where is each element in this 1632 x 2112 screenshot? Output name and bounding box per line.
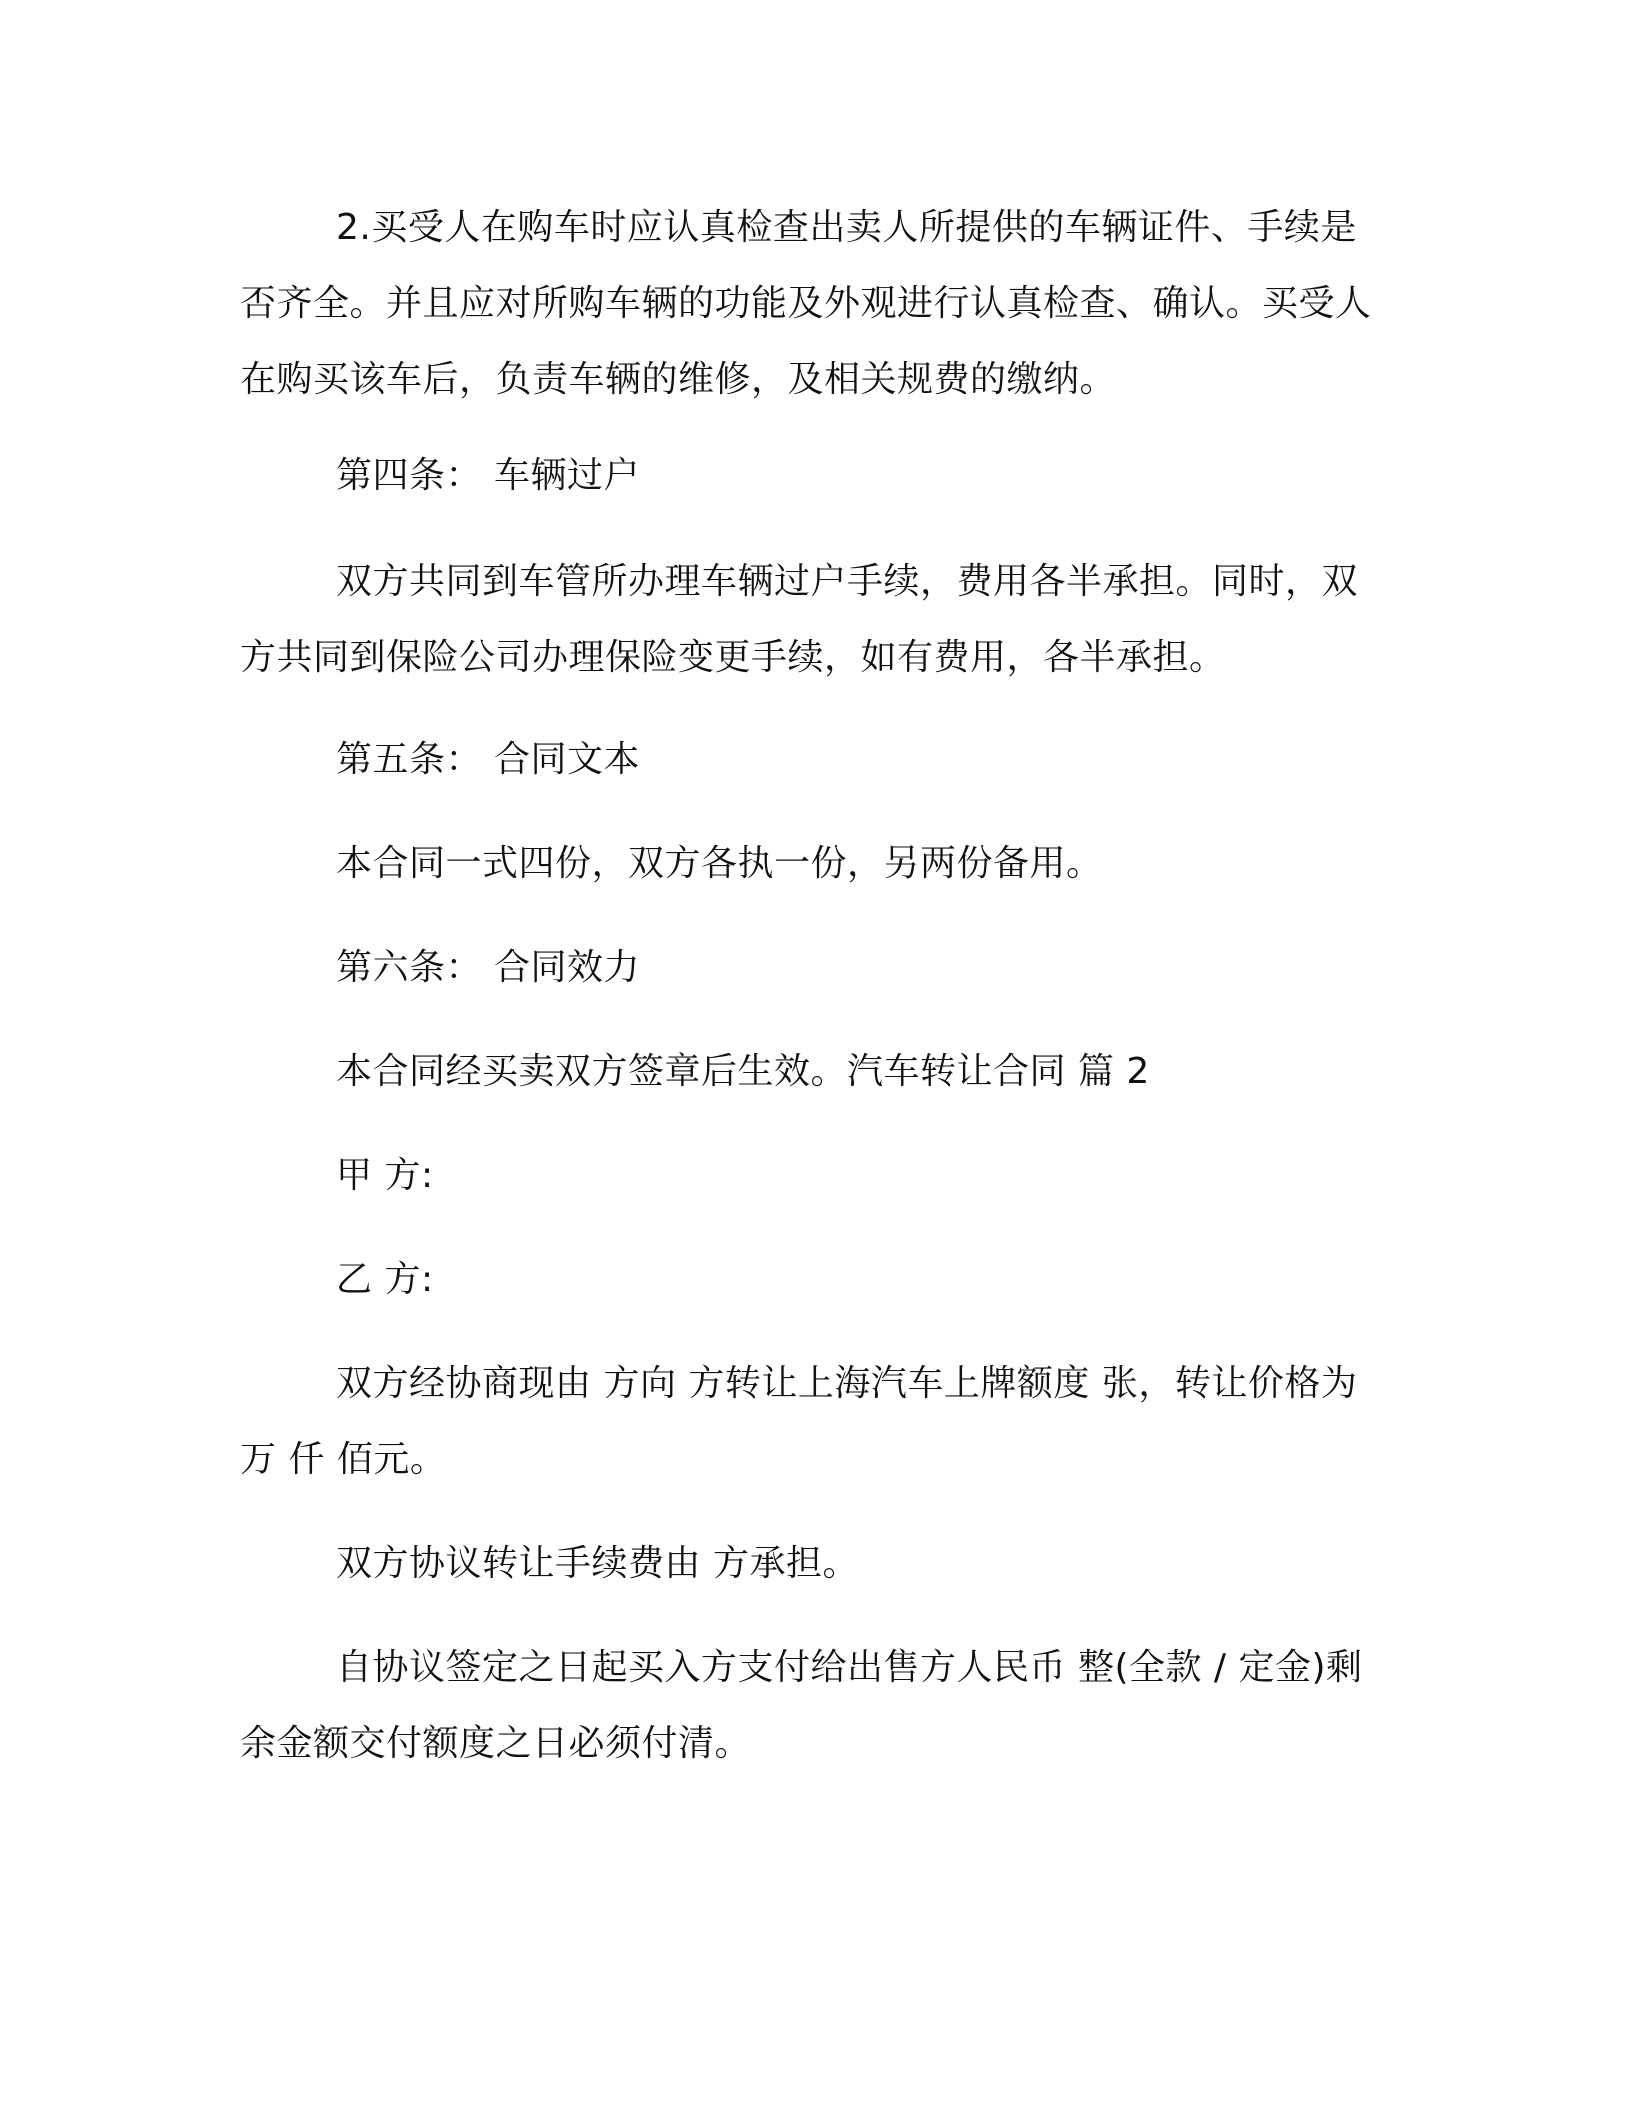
party-b-label: 乙 方: <box>336 1259 434 1300</box>
heading-article-6: 第六条： 合同效力 <box>336 947 640 988</box>
paragraph-buyer-inspection: 2.买受人在购车时应认真检查出卖人所提供的车辆证件、手续是否齐全。并且应对所购车辆的功能及外观进行认真检查、确认。买受人在购买该车后，负责车辆的维修，及相关规费的缴纳。 <box>240 207 1372 400</box>
paragraph-transfer-fee: 双方协议转让手续费由 方承担。 <box>336 1543 859 1584</box>
heading-article-4: 第四条： 车辆过户 <box>336 455 640 496</box>
paragraph-vehicle-transfer: 双方共同到车管所办理车辆过户手续，费用各半承担。同时，双方共同到保险公司办理保险变更手续，如有费用，各半承担。 <box>240 561 1359 678</box>
party-a-label: 甲 方: <box>336 1155 434 1196</box>
paragraph-contract-effect: 本合同经买卖双方签章后生效。汽车转让合同 篇 2 <box>336 1051 1150 1092</box>
paragraph-plate-quota-transfer: 双方经协商现由 方向 方转让上海汽车上牌额度 张，转让价格为 万 仟 佰元。 <box>240 1363 1358 1480</box>
paragraph-payment-terms: 自协议签定之日起买入方支付给出售方人民币 整(全款 / 定金)剩余金额交付额度之日必须付清。 <box>240 1647 1363 1764</box>
heading-article-5: 第五条： 合同文本 <box>336 739 640 780</box>
paragraph-contract-copies: 本合同一式四份，双方各执一份，另两份备用。 <box>336 843 1103 884</box>
